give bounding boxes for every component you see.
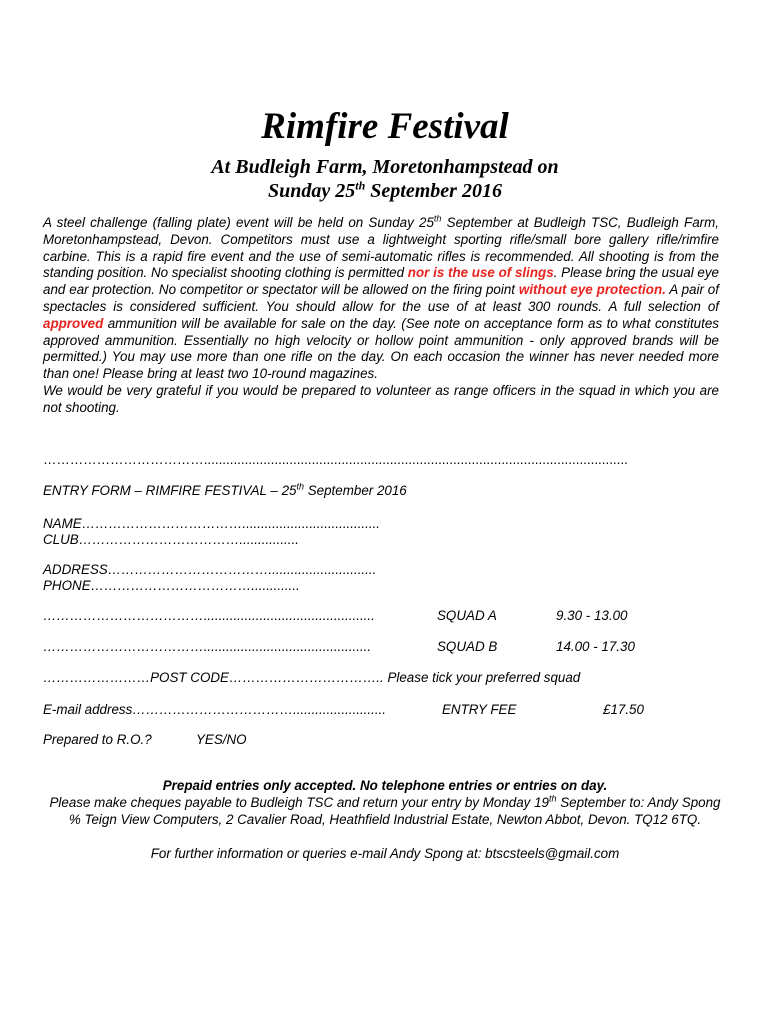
- club-field[interactable]: CLUB………………………………................: [43, 532, 299, 547]
- contact-info: For further information or queries e-mail Andy Spong at: btscsteels@gmail.com: [150, 846, 620, 861]
- page-title: Rimfire Festival: [261, 106, 509, 147]
- ro-question: Prepared to R.O.?: [43, 732, 152, 747]
- prepaid-notice: Prepaid entries only accepted. No telephone entries or entries on day.: [162, 778, 608, 793]
- separator-dots: ………………………………..................................................................................................................: [43, 452, 628, 467]
- event-location: At Budleigh Farm, Moretonhampstead on: [211, 156, 559, 178]
- squad-b-label: SQUAD B: [437, 639, 498, 654]
- entry-form-heading: ENTRY FORM – RIMFIRE FESTIVAL – 25th September 2016: [43, 481, 407, 498]
- squad-b-field[interactable]: ……………………………….............................................: [43, 639, 372, 654]
- eye-protection-warning: without eye protection.: [518, 282, 666, 298]
- squad-a-label: SQUAD A: [437, 608, 497, 623]
- address-field[interactable]: ADDRESS……………………………….............................: [43, 562, 377, 577]
- entry-fee-label: ENTRY FEE: [442, 702, 517, 717]
- slings-warning: nor is the use of slings: [407, 265, 554, 281]
- entry-fee-value: £17.50: [603, 702, 644, 717]
- ro-answer[interactable]: YES/NO: [196, 732, 247, 747]
- event-date: Sunday 25th September 2016: [268, 178, 502, 202]
- squad-a-field[interactable]: ………………………………..............................................: [43, 608, 375, 623]
- intro-paragraph-2: We would be very grateful if you would be prepared to volunteer as range officers in the squad in which you are not shooting.: [43, 382, 719, 415]
- squad-b-time: 14.00 - 17.30: [556, 639, 635, 654]
- intro-text: [43, 215, 719, 417]
- intro-paragraph-1: A steel challenge (falling plate) event will be held on Sunday 25th September at Budleigh TSC, Budleigh Farm, Moretonhampstead, Devon. Competitors must use a lightweight sporting rifle/small bore gallery rifle/rimfire carbine. This is a rapid fire event and the use of semi-automatic rifles is recommended. All shooting is from the standing position. No specialist shooting clothing is permitted nor is the use of slings. Please bring the usual eye and ear protection. No competitor or spectator will be allowed on the firing point without eye protection. A pair of spectacles is considered sufficient. You should allow for the use of at least 300 rounds. A full selection of approved ammunition will be available for sale on the day. (See note on acceptance form as to what constitutes approved ammunition. Essentially no high velocity or hollow point ammunition - only approved brands will be permitted.) You may use more than one rifle on the day. On each occasion the winner has never needed more than one! Please bring at least two 10-round magazines.: [43, 213, 719, 382]
- approved-highlight: approved: [43, 315, 104, 331]
- squad-a-time: 9.30 - 13.00: [556, 608, 628, 623]
- postcode-field[interactable]: ……………………POST CODE…………………………….. Please tick your preferred squad: [43, 670, 581, 685]
- cheques-instructions: Please make cheques payable to Budleigh TSC and return your entry by Monday 19th September to: Andy Spong % Teign View Computers, 2 Cavalier Road, Heathfield Industrial Estate, Newton Abbot, Devon. TQ12 6TQ.: [49, 793, 721, 827]
- email-field[interactable]: E-mail address……………………………….........................: [43, 702, 386, 717]
- phone-field[interactable]: PHONE……………………………….............: [43, 578, 300, 593]
- name-field[interactable]: NAME……………………………….....................................: [43, 516, 381, 531]
